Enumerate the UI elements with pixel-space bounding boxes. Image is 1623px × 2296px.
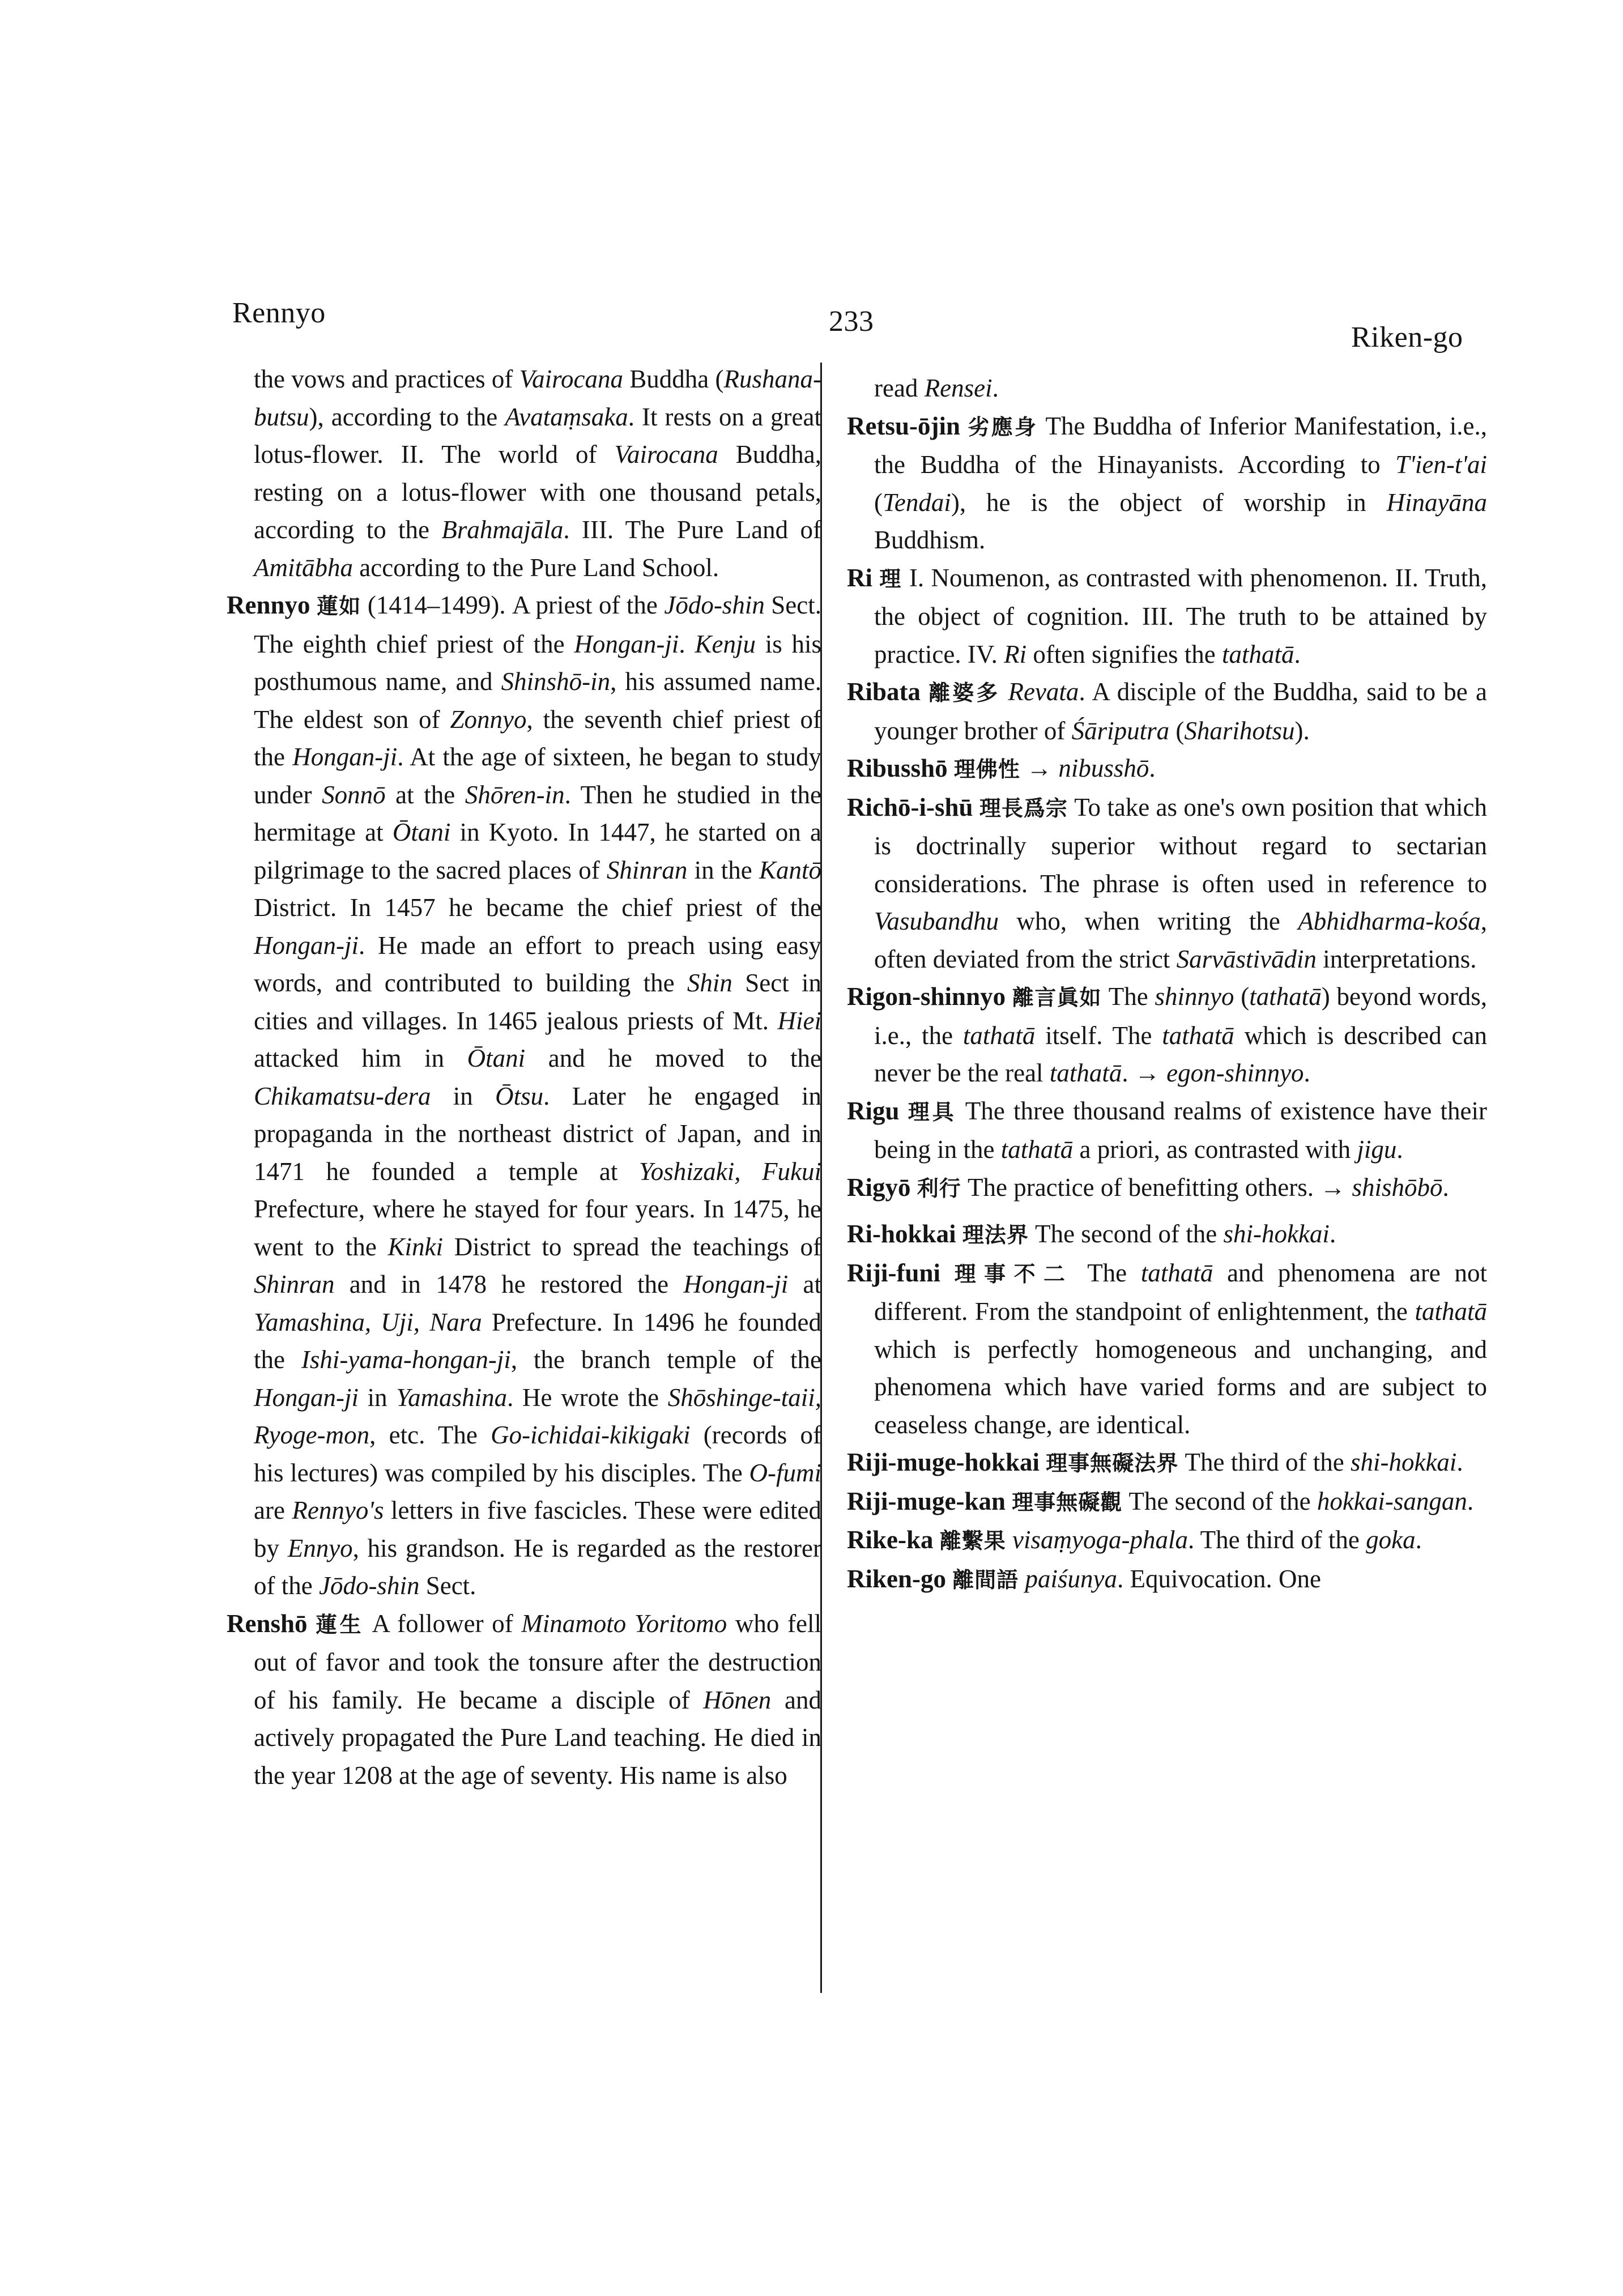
right-column <box>847 369 1487 1599</box>
entry-rensho: Renshō 蓮生 A follower of Minamoto Yoritomo who fell out of favor and took the tonsure after the destruction of his family. He became a disciple of Hōnen and actively propagated the Pure Land teaching. He died in the year 1208 at the age of seventy. His name is also <box>227 1609 821 1790</box>
headword: Rike-ka <box>847 1526 934 1554</box>
kanji: 利行 <box>917 1175 961 1201</box>
entry-ri: Ri 理 I. Noumenon, as contrasted with phenomenon. II. Truth, the object of cognition. III. The truth to be attained by practice. IV. Ri often signifies the tathatā. <box>847 563 1488 668</box>
headword: Ri-hokkai <box>847 1220 956 1248</box>
kanji: 蓮如 <box>317 594 361 619</box>
headword: Renshō <box>227 1609 308 1638</box>
kanji: 理長爲宗 <box>979 795 1068 821</box>
page-number: 233 <box>829 305 874 338</box>
headword: Riken-go <box>847 1564 947 1593</box>
headword: Ribusshō <box>847 754 948 782</box>
entry-rigyo: Rigyō 利行 The practice of benefitting others. → shishōbō. <box>847 1173 1449 1202</box>
entry-richo-i-shu: Richō-i-shū 理長爲宗 To take as one's own position that which is doctrinally superior without regard to sectarian considerations. The phrase is often used in reference to Vasubandhu who, when writing the Abhidharma-kośa, often deviated from the strict Sarvāstivādin interpretations. <box>847 793 1487 973</box>
kanji: 劣應身 <box>968 414 1038 440</box>
running-head-left: Rennyo <box>232 297 326 329</box>
headword: Rigon-shinnyo <box>847 982 1006 1011</box>
see-arrow: → <box>1134 1059 1167 1087</box>
entry-rike-ka: Rike-ka 離繫果 visaṃyoga-phala. The third of the goka. <box>847 1526 1422 1554</box>
kanji: 理佛性 <box>953 757 1020 782</box>
see-arrow: → <box>1020 754 1059 782</box>
headword: Rigyō <box>847 1173 911 1202</box>
entry-continuation: read Rensei. <box>874 374 999 402</box>
headword: Retsu-ōjin <box>847 411 960 440</box>
headword: Rennyo <box>227 591 310 619</box>
kanji: 離繫果 <box>939 1528 1006 1553</box>
entry-rennyo: Rennyo 蓮如 (1414–1499). A priest of the Jōdo-shin Sect. The eighth chief priest of the Hongan-ji. Kenju is his posthumous name, and Shinshō-in, his assumed name. The eldest son of Zonnyo, the seventh chief priest of the Hongan-ji. At the age of sixteen, he began to study under Sonnō at the Shōren-in. Then he studied in the hermitage at Ōtani in Kyoto. In 1447, he started on a pilgrimage to the sacred places of Shinran in the Kantō District. In 1457 he became the chief priest of the Hongan-ji. He made an effort to preach using easy words, and contributed to building the Shin Sect in cities and villages. In 1465 jealous priests of Mt. Hiei attacked him in Ōtani and he moved to the Chikamatsu-dera in Ōtsu. Later he engaged in propaganda in the northeast district of Japan, and in 1471 he founded a temple at Yoshizaki, Fukui Prefecture, where he stayed for four years. In 1475, he went to the Kinki District to spread the teachings of Shinran and in 1478 he restored the Hongan-ji at Yamashina, Uji, Nara Prefecture. In 1496 he founded the Ishi-yama-hongan-ji, the branch temple of the Hongan-ji in Yamashina. He wrote the Shōshinge-taii, Ryoge-mon, etc. The Go-ichidai-kikigaki (records of his lectures) was compiled by his disciples. The O-fumi are Rennyo's letters in five fascicles. These were edited by Ennyo, his grandson. He is regarded as the restorer of the Jōdo-shin Sect. <box>227 591 822 1600</box>
headword: Ri <box>847 563 872 592</box>
headword: Riji-muge-hokkai <box>847 1448 1040 1476</box>
kanji: 離言眞如 <box>1012 985 1102 1010</box>
kanji: 離婆多 <box>928 680 1000 705</box>
left-column <box>227 360 821 1794</box>
kanji: 理 <box>879 566 902 591</box>
entry-retsu-ojin: Retsu-ōjin 劣應身 The Buddha of Inferior Manifestation, i.e., the Buddha of the Hinayanists. According to T'ien-t'ai (Tendai), he is the object of worship in Hinayāna Buddhism. <box>847 411 1487 554</box>
headword: Richō-i-shū <box>847 793 973 821</box>
kanji: 理具 <box>908 1099 957 1124</box>
headword: Riji-muge-kan <box>847 1486 1006 1515</box>
kanji: 理法界 <box>962 1222 1029 1247</box>
entry-ri-hokkai: Ri-hokkai 理法界 The second of the shi-hokkai. <box>847 1220 1336 1248</box>
running-head-right: Riken-go <box>1351 321 1463 353</box>
headword: Rigu <box>847 1096 900 1125</box>
kanji: 理事無礙觀 <box>1012 1489 1123 1515</box>
entry-riji-muge-hokkai: Riji-muge-hokkai 理事無礙法界 The third of the shi-hokkai. <box>847 1448 1463 1476</box>
entry-riken-go: Riken-go 離間語 paiśunya. Equivocation. One <box>847 1564 1321 1593</box>
headword: Ribata <box>847 678 921 706</box>
entry-ribata: Ribata 離婆多 Revata. A disciple of the Buddha, said to be a younger brother of Śāriputra (Sharihotsu). <box>847 678 1487 745</box>
kanji: 理事不二 <box>954 1261 1074 1287</box>
entry-riji-funi: Riji-funi 理事不二 The tathatā and phenomena are not different. From the standpoint of enlightenment, the tathatā which is perfectly homogeneous and unchanging, and phenomena which have varied forms and are subject to ceaseless change, are identical. <box>847 1258 1487 1439</box>
entry-riji-muge-kan: Riji-muge-kan 理事無礙觀 The second of the hokkai-sangan. <box>847 1486 1474 1515</box>
see-arrow: → <box>1320 1173 1352 1202</box>
entry-rigu: Rigu 理具 The three thousand realms of existence have their being in the tathatā a priori, as contrasted with jigu. <box>847 1096 1487 1164</box>
kanji: 理事無礙法界 <box>1046 1451 1179 1476</box>
headword: Riji-funi <box>847 1258 941 1287</box>
entry-ribussho: Ribusshō 理佛性 → nibusshō. <box>847 754 1156 782</box>
kanji: 蓮生 <box>316 1612 364 1637</box>
entry-rigon-shinnyo: Rigon-shinnyo 離言眞如 The shinnyo (tathatā) beyond words, i.e., the tathatā itself. The tathatā which is described can never be the real tathatā. → egon-shinnyo. <box>847 982 1487 1087</box>
entry-continuation: the vows and practices of Vairocana Buddha (Rushana-butsu), according to the Avataṃsaka. It rests on a great lotus-flower. II. The world of Vairocana Buddha, resting on a lotus-flower with one thousand petals, according to the Brahmajāla. III. The Pure Land of Amitābha according to the Pure Land School. <box>254 365 821 582</box>
kanji: 離間語 <box>952 1567 1019 1592</box>
